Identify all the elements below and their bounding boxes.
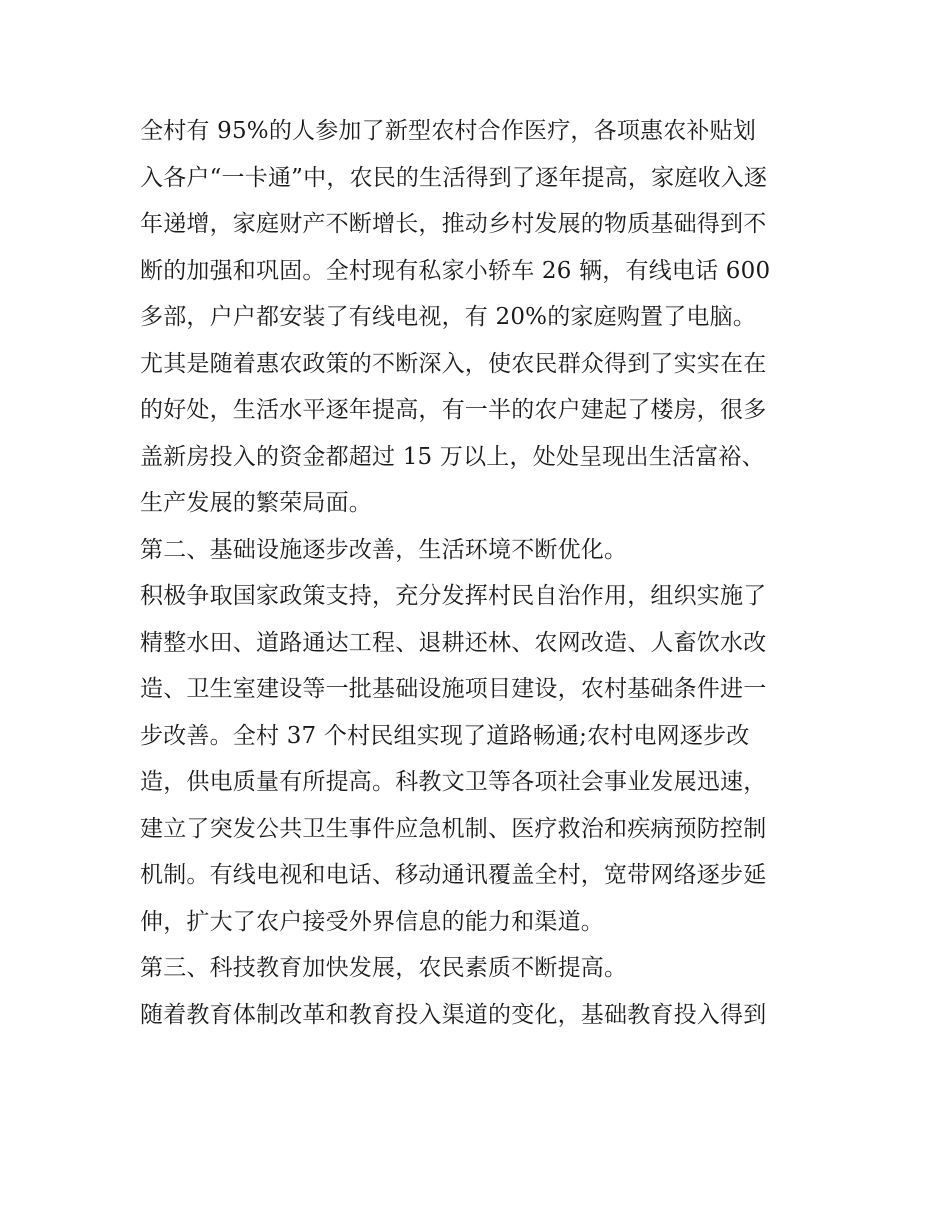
document-body (140, 108, 820, 1038)
text-line: 步改善。全村 37 个村民组实现了道路畅通;农村电网逐步改 (140, 722, 750, 749)
text-line: 随着教育体制改革和教育投入渠道的变化，基础教育投入得到 (140, 1001, 767, 1028)
text-line: 的好处，生活水平逐年提高，有一半的农户建起了楼房，很多 (140, 397, 767, 423)
text-line: 伸，扩大了农户接受外界信息的能力和渠道。 (140, 908, 604, 935)
text-line: 多部，户户都安装了有线电视，有 20%的家庭购置了电脑。 (140, 304, 757, 330)
text-line: 断的加强和巩固。全村现有私家小轿车 26 辆，有线电话 600 (140, 257, 771, 284)
text-line: 机制。有线电视和电话、移动通讯覆盖全村，宽带网络逐步延 (140, 862, 767, 888)
text-line: 盖新房投入的资金都超过 15 万以上，处处呈现出生活富裕、 (140, 443, 765, 470)
text-line: 尤其是随着惠农政策的不断深入，使农民群众得到了实实在在 (140, 350, 767, 377)
text-line: 精整水田、道路通达工程、退耕还林、农网改造、人畜饮水改 (140, 629, 767, 656)
text-line: 建立了突发公共卫生事件应急机制、医疗救治和疾病预防控制 (140, 815, 767, 842)
text-line: 造、卫生室建设等一批基础设施项目建设，农村基础条件进一 (140, 676, 767, 702)
text-line: 入各户“一卡通”中，农民的生活得到了逐年提高，家庭收入逐 (140, 164, 768, 191)
section-heading: 第三、科技教育加快发展，农民素质不断提高。 (140, 955, 628, 981)
text-line: 全村有 95%的人参加了新型农村合作医疗，各项惠农补贴划 (140, 118, 757, 144)
section-heading: 第二、基础设施逐步改善，生活环境不断优化。 (140, 536, 628, 563)
text-line: 造，供电质量有所提高。科教文卫等各项社会事业发展迅速， (140, 769, 767, 795)
text-line: 生产发展的繁荣局面。 (140, 490, 372, 516)
text-line: 年递增，家庭财产不断增长，推动乡村发展的物质基础得到不 (140, 211, 767, 237)
text-line: 积极争取国家政策支持，充分发挥村民自治作用，组织实施了 (140, 583, 767, 609)
